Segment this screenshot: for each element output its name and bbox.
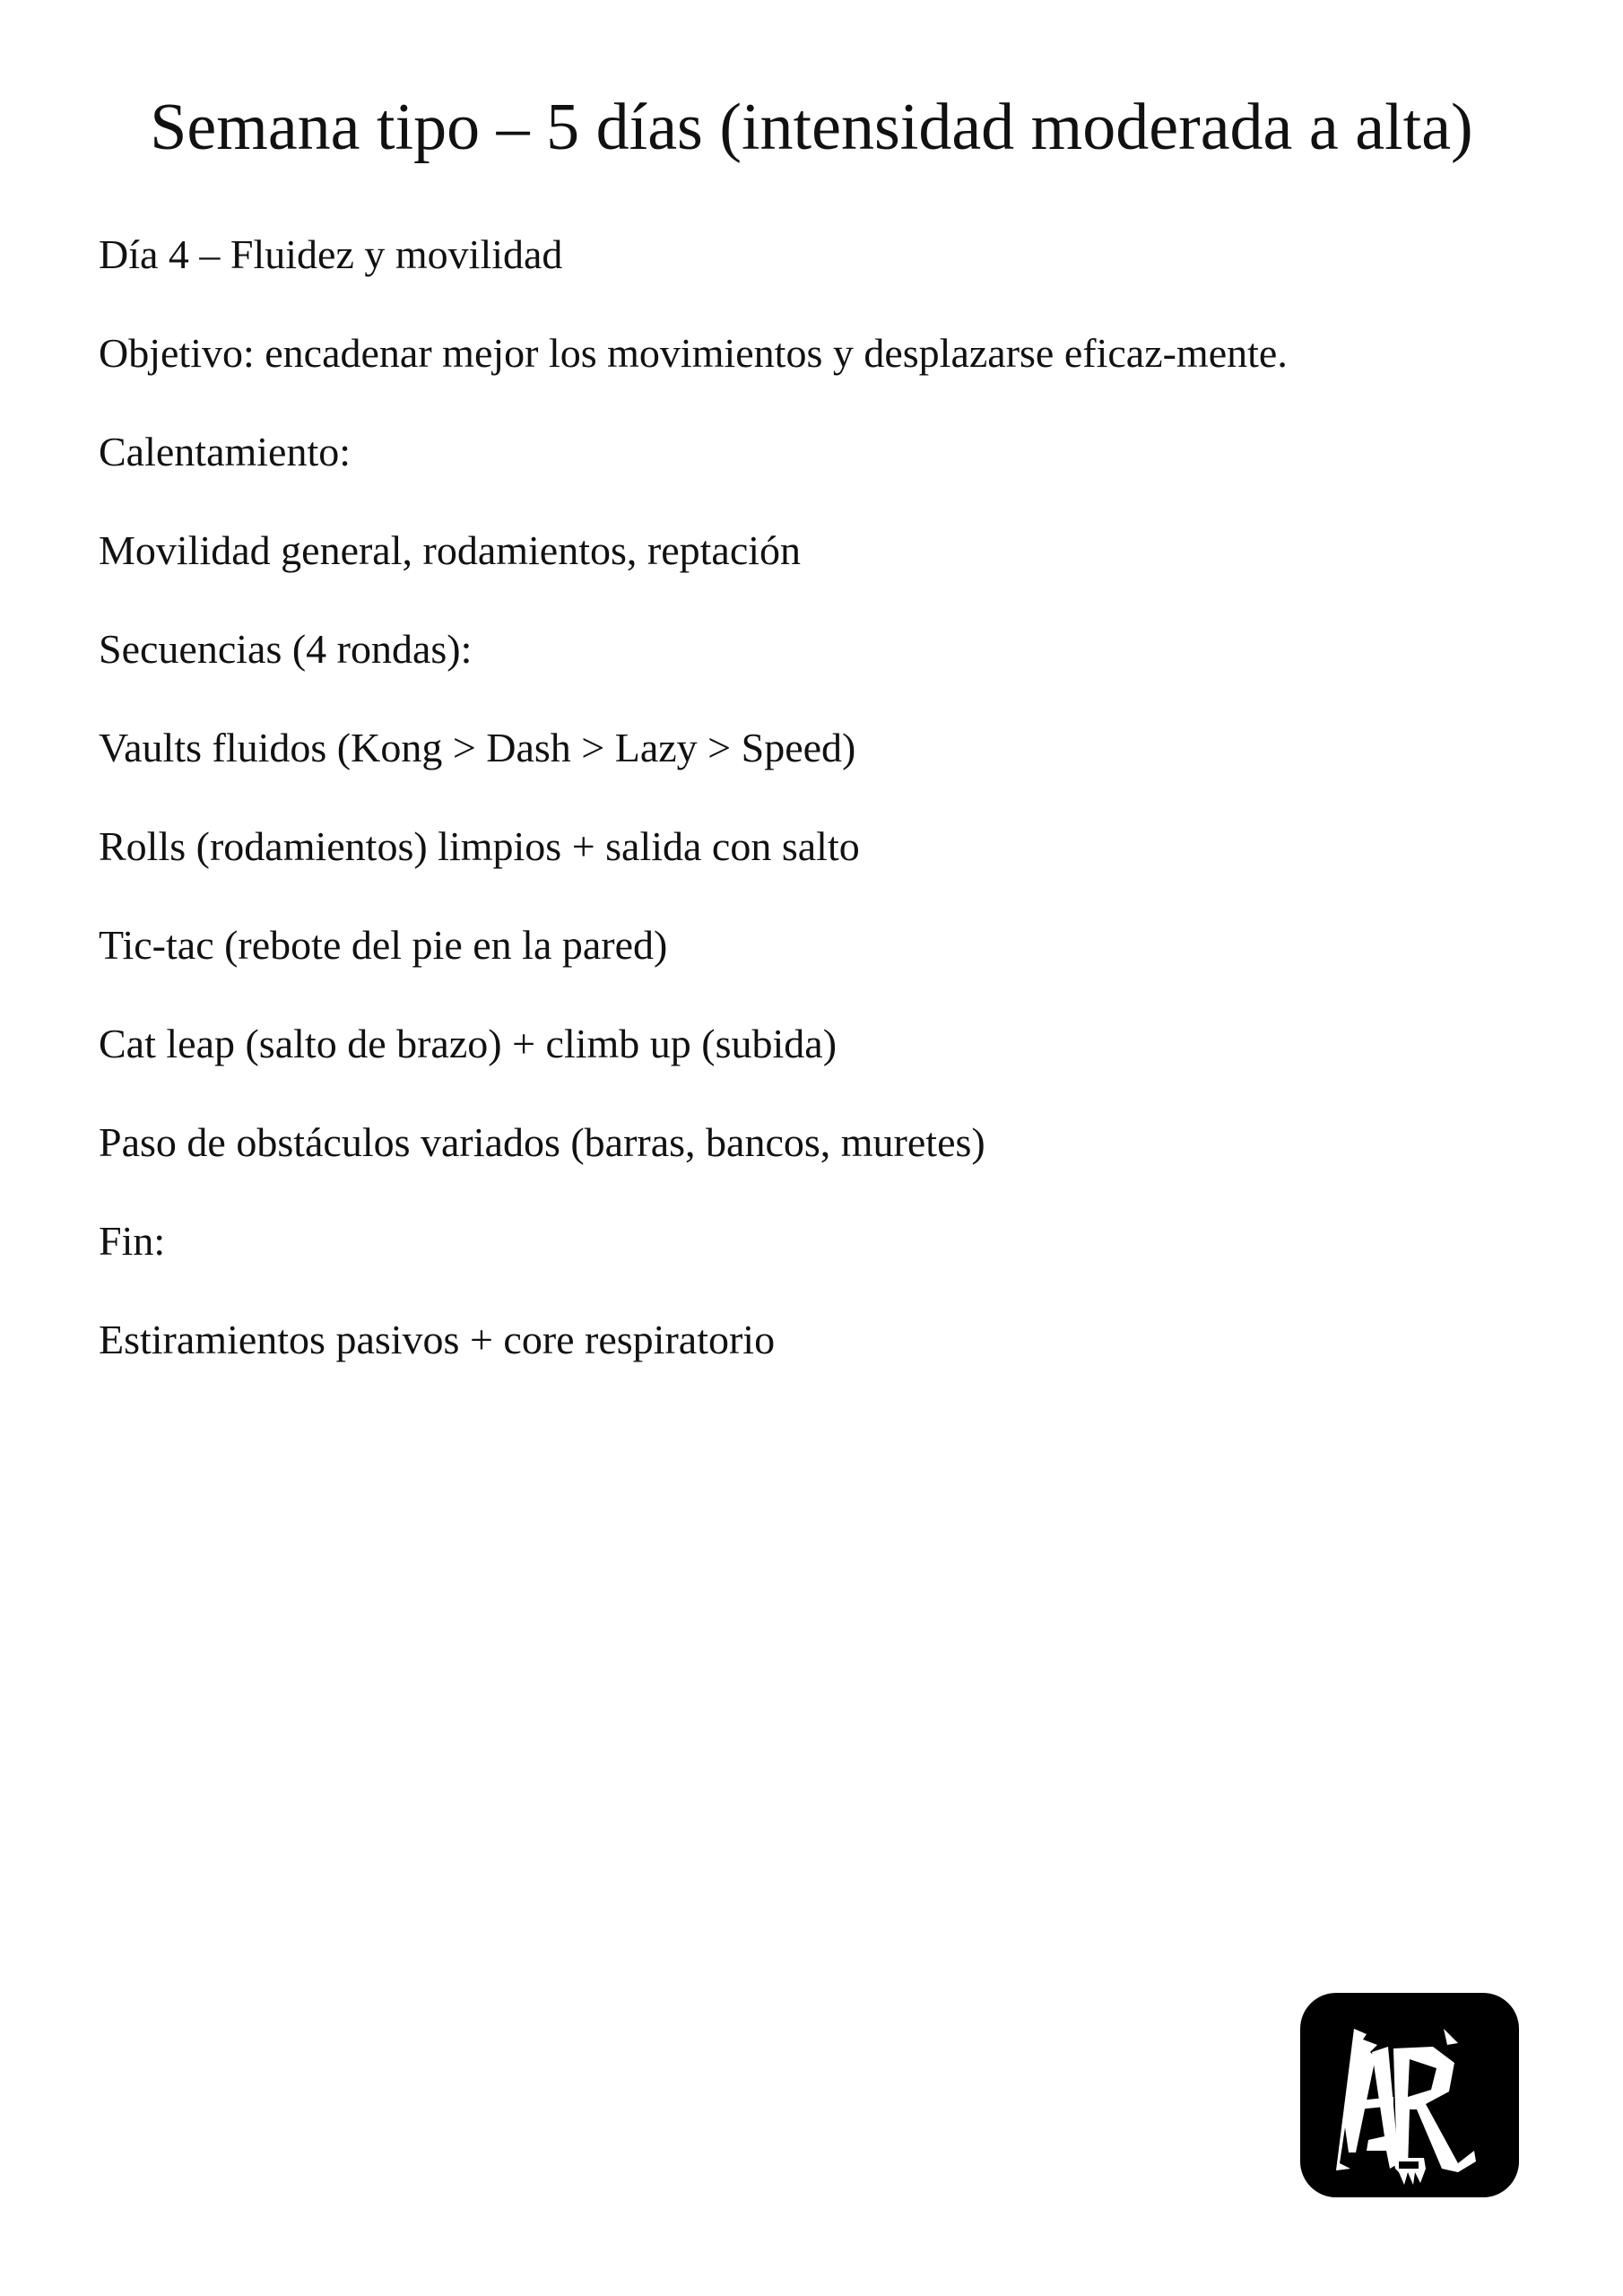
sequence-item: Paso de obstáculos variados (barras, bancos, muretes): [99, 1119, 985, 1165]
arm-monogram-logo: [1300, 1993, 1519, 2197]
sequence-item: Cat leap (salto de brazo) + climb up (subida): [99, 1021, 838, 1066]
page-title: Semana tipo – 5 días (intensidad moderada a alta): [150, 91, 1473, 164]
objective-text: [99, 328, 1354, 378]
sequence-item: Rolls (rodamientos) limpios + salida con salto: [99, 823, 860, 869]
end-text: Estiramientos pasivos + core respiratorio: [99, 1317, 776, 1362]
sequence-item: Tic-tac (rebote del pie en la pared): [99, 922, 668, 968]
day-heading: Día 4 – Fluidez y movilidad: [99, 231, 563, 277]
end-label: Fin:: [99, 1218, 166, 1264]
sequences-label: Secuencias (4 rondas):: [99, 626, 473, 672]
sequence-item: Vaults fluidos (Kong > Dash > Lazy > Speed): [99, 725, 856, 770]
logo-icon: [1300, 1993, 1519, 2197]
document-body: [99, 230, 1327, 1413]
warmup-label: Calentamiento:: [99, 429, 352, 474]
objective-line: Objetivo: encadenar mejor los movimientos y desplazarse eficaz-mente.: [99, 330, 1288, 376]
warmup-text: Movilidad general, rodamientos, reptación: [99, 527, 802, 573]
